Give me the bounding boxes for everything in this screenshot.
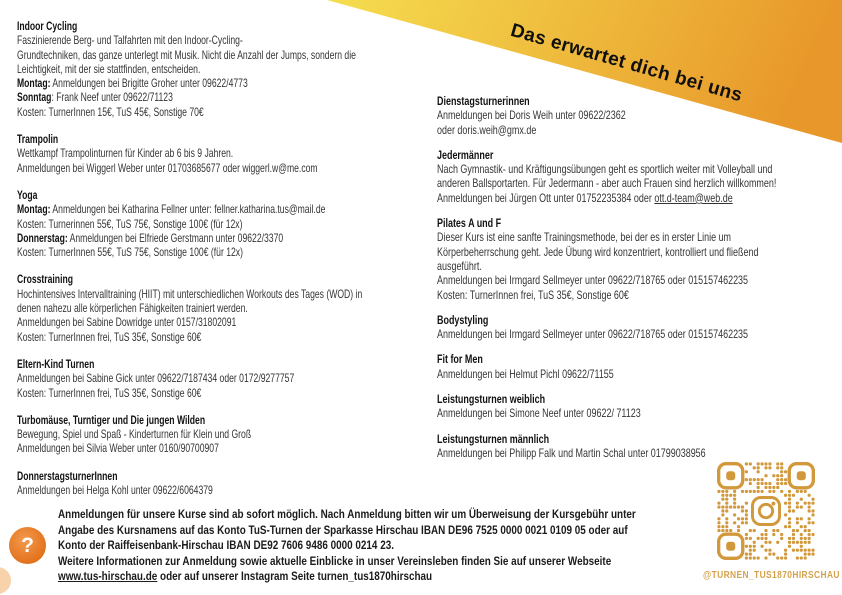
text-segment: Anmeldungen bei Sabine Dowridge unter 0157/31802091 [17,315,237,330]
course-line [437,406,832,420]
course-title: Crosstraining [17,272,73,287]
footer-line [58,554,713,570]
course-line [17,245,433,259]
course-line [17,231,433,245]
course-section [437,216,832,302]
course-line [437,327,832,341]
course-title: Yoga [17,187,38,202]
footer-line [58,538,713,554]
text-segment: Wettkampf Trampolinturnen für Kinder ab 6 bis 9 Jahren. [17,146,234,161]
course-title: DonnerstagsturnerInnen [17,468,118,483]
text-segment: Anmeldungen bei Wiggerl Weber unter 01703685677 oder wiggerl.w@me.com [17,160,318,175]
text-segment: Anmeldungen bei Doris Weih unter 09622/2362 [437,108,626,123]
course-line [17,427,433,441]
course-section [17,132,433,175]
course-line [17,287,433,301]
course-line [437,230,832,244]
course-title: Leistungsturnen weiblich [437,392,546,407]
course-section [437,148,832,205]
text-segment: denen nahezu alle körperlichen Fähigkeiten trainiert werden. [17,301,248,316]
course-line [17,441,433,455]
course-section [437,432,832,461]
text-segment: oder doris.weih@gmx.de [437,122,537,137]
text-segment: Kosten: TurnerInnen frei, TuS 35€, Sonstige 60€ [17,329,202,344]
text-segment: Konto der Raiffeisenbank-Hirschau IBAN DE92 7606 9486 0000 0214 23. [58,538,394,553]
course-line [437,288,832,302]
text-segment: Anmeldungen bei Katharina Fellner unter: fellner.katharina.tus@mail.de [50,202,326,217]
footer-line [58,507,713,523]
text-segment: Donnerstag: [17,230,68,245]
course-section [17,357,433,400]
footer-line [58,569,713,585]
text-segment: Anmeldungen für unsere Kurse sind ab sofort möglich. Nach Anmeldung bitten wir um Überweisung der Kursgebühr unter [58,507,636,521]
course-title: Eltern-Kind Turnen [17,356,95,371]
course-line [437,162,832,176]
text-segment: Körperbeherrschung geht. Jede Übung wird konzentriert, kontrolliert und fließend [437,244,759,259]
question-mark-icon [9,527,46,564]
course-title: Turbomäuse, Turntiger und Die jungen Wilden [17,412,206,427]
text-segment: Anmeldungen bei Elfriede Gerstmann unter 09622/3370 [67,230,284,245]
text-segment: Bewegung, Spiel und Spaß - Kinderturnen für Klein und Groß [17,427,252,442]
course-line [437,259,832,273]
course-column-right [437,94,832,460]
text-segment: oder auf unserer Instagram Seite turnen_tus1870hirschau [157,569,433,584]
course-line [17,161,433,175]
text-segment: Grundtechniken, das ganze unterlegt mit Musik. Nicht die Anzahl der Jumps, sondern die [17,47,356,62]
text-segment: Nach Gymnastik- und Kräftigungsübungen geht es sportlich weiter mit Volleyball und [437,162,773,177]
footer-line [58,523,713,539]
course-title: Pilates A und F [437,216,502,231]
course-title: Trampolin [17,132,59,147]
text-segment: Hochintensives Intervalltraining (HIIT) mit unterschiedlichen Workouts des Tages (WOD) in [17,286,363,301]
course-title: Dienstagsturnerinnen [437,94,530,108]
course-line [17,371,433,385]
course-section [17,413,433,456]
text-segment: Faszinierende Berg- und Talfahrten mit den Indoor-Cycling- [17,33,243,48]
course-line [17,62,433,76]
course-title: Indoor Cycling [17,19,78,33]
course-line [437,123,832,137]
course-line [17,202,433,216]
text-segment: Anmeldungen bei Sabine Gick unter 09622/7187434 oder 0172/9277757 [17,371,295,386]
decorative-edge-circle [0,567,11,594]
course-section [17,469,433,498]
course-section [437,352,832,381]
text-segment: Anmeldungen bei Irmgard Sellmeyer unter 09622/718765 oder 015157462235 [437,327,749,342]
text-segment: Kosten: TurnerInnen 15€, TuS 45€, Sonstige 70€ [17,104,204,119]
text-segment: anderen Ballsportarten. Für Jedermann - aber auch Frauen sind herzlich willkommen! [437,176,777,191]
course-line [437,446,832,460]
course-line [17,315,433,329]
text-segment: ausgeführt. [437,258,482,273]
course-line [437,367,832,381]
text-segment: Anmeldungen bei Brigitte Groher unter 09622/4773 [50,76,248,91]
link[interactable]: ott.d-team@web.de [654,190,733,205]
course-section [17,272,433,343]
text-segment: Anmeldungen bei Helga Kohl unter 09622/6064379 [17,483,213,498]
course-line [17,330,433,344]
text-segment: Kosten: TurnerInnen frei, TuS 35€, Sonstige 60€ [17,385,202,400]
course-line [17,76,433,90]
course-title: Fit for Men [437,352,483,367]
text-segment: Anmeldungen bei Simone Neef unter 09622/ 71123 [437,406,641,421]
footer-text [58,507,713,585]
course-title: Bodystyling [437,312,489,327]
course-section [437,392,832,421]
text-segment: Anmeldungen bei Silvia Weber unter 0160/90700907 [17,441,219,456]
text-segment: Kosten: TurnerInnen 55€, TuS 75€, Sonstige 100€ (für 12x) [17,245,243,260]
course-line [17,146,433,160]
course-title: Jedermänner [437,147,494,162]
text-segment: : Frank Neef unter 09622/71123 [51,90,173,105]
course-line [17,33,433,47]
text-segment: Kosten: TurnerInnen frei, TuS 35€, Sonstige 60€ [437,287,629,302]
course-line [437,176,832,190]
text-segment: Weitere Informationen zur Anmeldung sowie aktuelle Einblicke in unser Vereinsleben finden Sie auf unserer Webseite [58,553,612,568]
course-line [17,217,433,231]
course-section [437,313,832,342]
course-line [17,301,433,315]
text-segment: Leichtigkeit, mit der sie stattfinden, entscheiden. [17,61,201,76]
text-segment: Montag: [17,202,51,217]
text-segment: Montag: [17,76,51,91]
instagram-qr-code [717,462,815,560]
course-line [17,90,433,104]
banner-title: Das erwartet dich bei uns [508,20,745,107]
course-line [17,483,433,497]
course-line [437,191,832,205]
text-segment: Kosten: Turnerinnen 55€, TuS 75€, Sonstige 100€ (für 12x) [17,216,243,231]
course-line [17,105,433,119]
course-column-left [17,19,433,497]
text-segment: Anmeldungen bei Irmgard Sellmeyer unter 09622/718765 oder 015157462235 [437,273,749,288]
text-segment: Sonntag [17,90,52,105]
text-segment: Anmeldungen bei Philipp Falk und Martin Schal unter 01799038956 [437,445,706,460]
instagram-handle: @TURNEN_TUS1870HIRSCHAU [703,569,840,581]
course-line [17,48,433,62]
course-section [17,188,433,259]
course-line [437,108,832,122]
course-section [17,19,433,119]
course-line [437,245,832,259]
course-section [437,94,832,137]
link[interactable]: www.tus-hirschau.de [58,569,158,584]
text-segment: Anmeldungen bei Helmut Pichl 09622/71155 [437,366,614,381]
question-mark-glyph: ? [21,533,34,557]
text-segment: Anmeldungen bei Jürgen Ott unter 01752235384 oder [437,190,655,205]
text-segment: Dieser Kurs ist eine sanfte Trainingsmethode, bei der es in erster Linie um [437,230,732,245]
course-line [17,386,433,400]
course-line [437,273,832,287]
text-segment: Angabe des Kursnamens auf das Konto TuS-Turnen der Sparkasse Hirschau IBAN DE96 7525 0000 0021 0109 05 oder auf [58,522,628,537]
course-title: Leistungsturnen männlich [437,431,550,446]
